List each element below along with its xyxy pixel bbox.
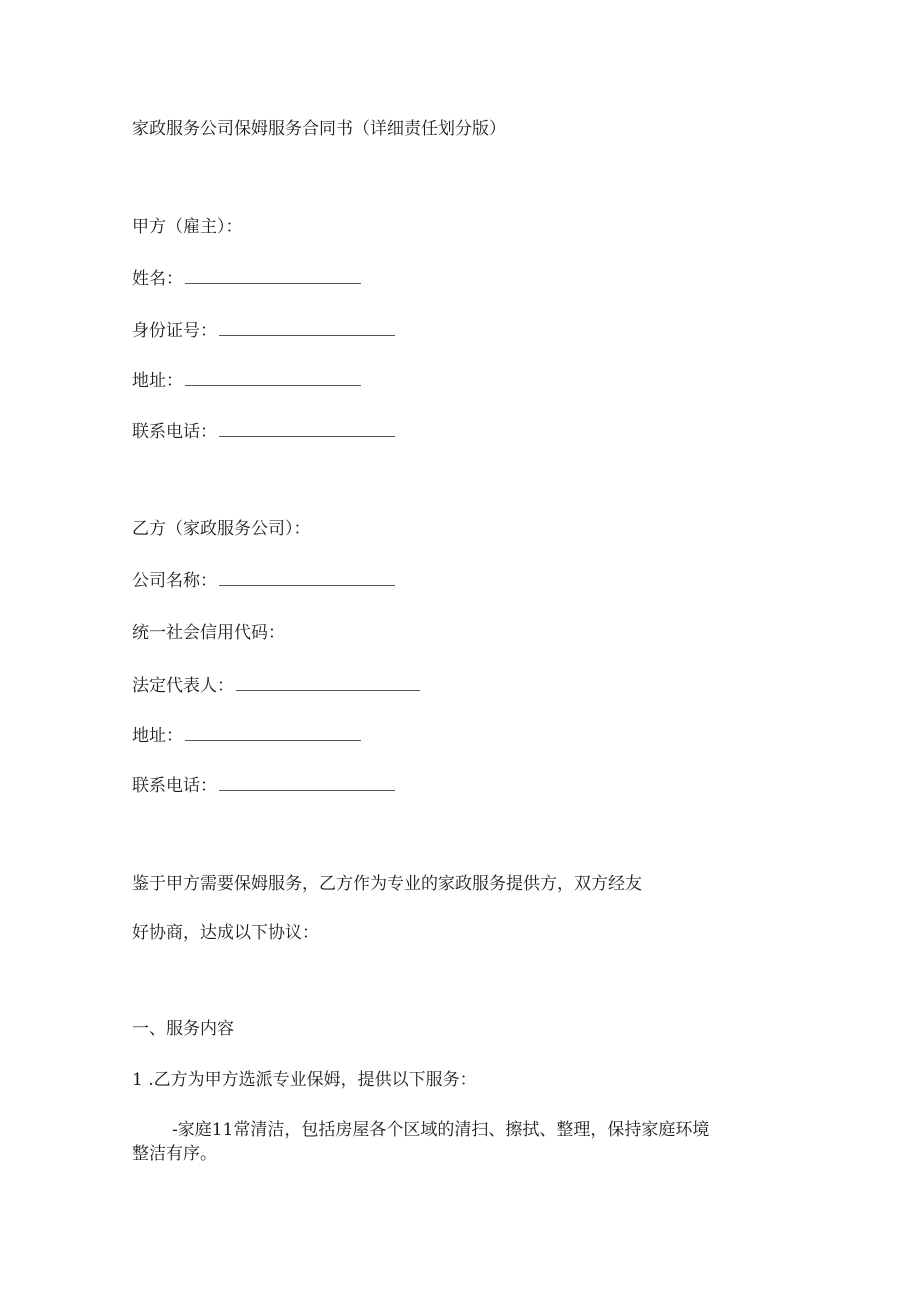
preamble-line-1: 鉴于甲方需要保姆服务，乙方作为专业的家政服务提供方，双方经友 bbox=[132, 874, 642, 894]
party-b-company-label: 公司名称： bbox=[132, 571, 217, 591]
party-a-address-label: 地址： bbox=[132, 371, 183, 391]
section-1-heading: 一、服务内容 bbox=[132, 1019, 234, 1039]
section-1-bullet-1-line-2: 整洁有序。 bbox=[132, 1144, 217, 1164]
party-b-address-label: 地址： bbox=[132, 726, 183, 746]
party-a-phone-blank[interactable] bbox=[219, 422, 395, 437]
party-b-address-blank[interactable] bbox=[185, 726, 361, 741]
party-b-legal-rep-label: 法定代表人： bbox=[132, 676, 234, 696]
party-a-name-blank[interactable] bbox=[185, 269, 361, 284]
party-a-name-row bbox=[132, 268, 361, 290]
party-b-company-row bbox=[132, 570, 395, 592]
party-b-phone-label: 联系电话： bbox=[132, 776, 217, 796]
party-a-name-label: 姓名： bbox=[132, 269, 183, 289]
party-b-company-blank[interactable] bbox=[219, 571, 395, 586]
party-b-legal-rep-blank[interactable] bbox=[236, 676, 420, 691]
party-b-address-row bbox=[132, 725, 361, 747]
section-1-bullet-1-line-1: -家庭11常清洁，包括房屋各个区域的清扫、擦拭、整理，保持家庭环境 bbox=[172, 1120, 710, 1140]
party-b-legal-rep-row bbox=[132, 675, 420, 697]
party-a-heading: 甲方（雇主）： bbox=[132, 217, 243, 237]
document-title: 家政服务公司保姆服务合同书（详细责任划分版） bbox=[132, 119, 506, 139]
preamble-line-2: 好协商，达成以下协议： bbox=[132, 923, 319, 943]
party-a-id-label: 身份证号： bbox=[132, 321, 217, 341]
party-b-phone-blank[interactable] bbox=[219, 776, 395, 791]
party-a-id-blank[interactable] bbox=[219, 321, 395, 336]
section-1-item-1: 1 .乙方为甲方选派专业保姆，提供以下服务： bbox=[132, 1070, 477, 1090]
party-b-phone-row bbox=[132, 775, 395, 797]
party-a-address-blank[interactable] bbox=[185, 371, 361, 386]
party-b-heading: 乙方（家政服务公司）： bbox=[132, 519, 311, 539]
party-b-credit-code-label: 统一社会信用代码： bbox=[132, 623, 285, 643]
party-a-phone-label: 联系电话： bbox=[132, 422, 217, 442]
party-a-address-row bbox=[132, 370, 361, 392]
party-a-id-row bbox=[132, 320, 395, 342]
party-a-phone-row bbox=[132, 421, 395, 443]
